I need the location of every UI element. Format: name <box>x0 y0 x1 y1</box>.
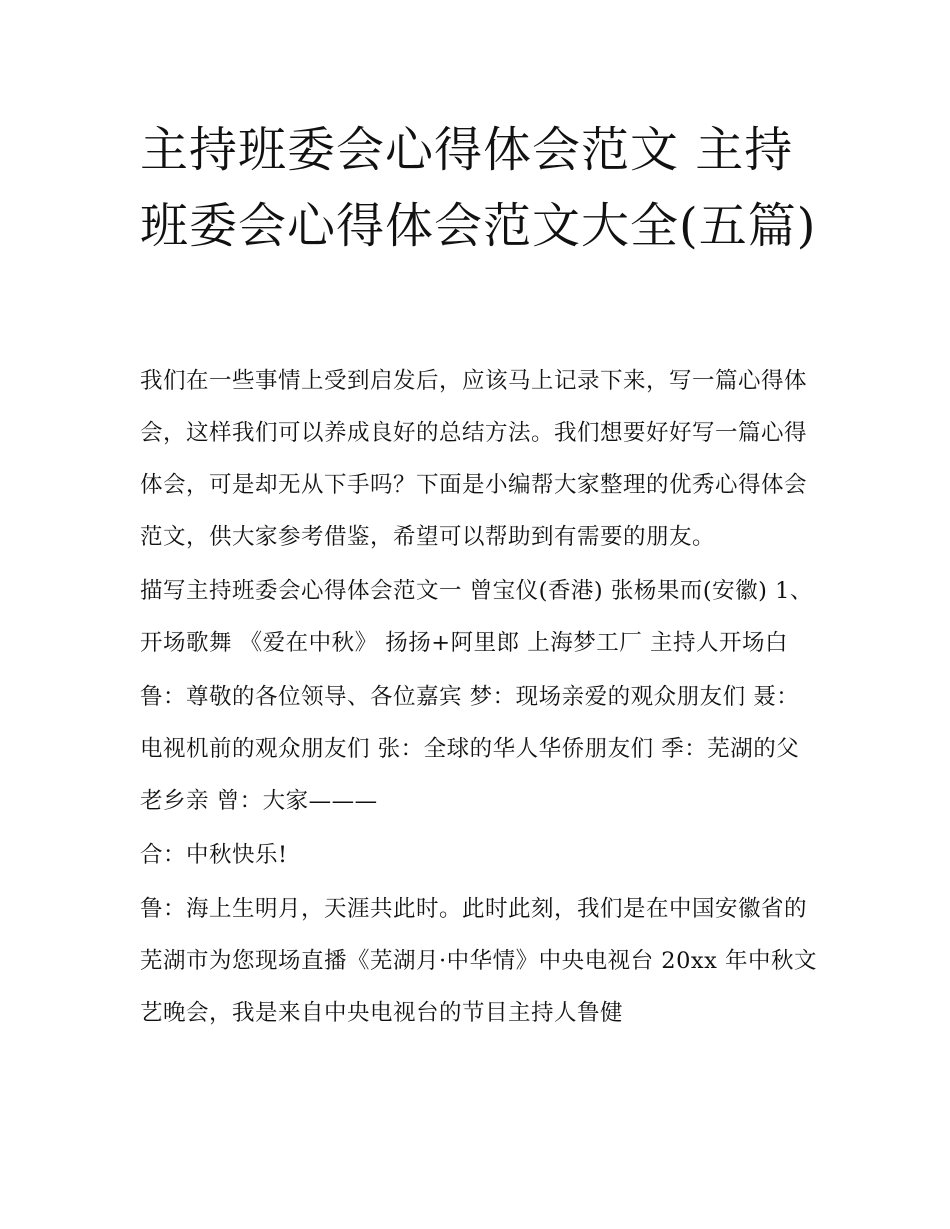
document-body <box>140 355 820 1041</box>
chorus-paragraph: 合：中秋快乐! <box>140 842 288 868</box>
greeting-paragraph: 鲁：尊敬的各位领导、各位嘉宾 梦：现场亲爱的观众朋友们 聂：电视机前的观众朋友们 张：全球的华人华侨朋友们 季：芜湖的父老乡亲 曾：大家——— <box>140 684 800 814</box>
document-title: 主持班委会心得体会范文 主持班委会心得体会范文大全(五篇) <box>140 122 817 254</box>
opening-speech-paragraph: 鲁：海上生明月，天涯共此时。此时此刻，我们是在中国安徽省的芜湖市为您现场直播《芜湖月·中华情》中央电视台 20xx 年中秋文艺晚会，我是来自中央电视台的节目主持人鲁健 <box>140 896 817 1026</box>
intro-paragraph: 我们在一些事情上受到启发后，应该马上记录下来，写一篇心得体会，这样我们可以养成良好的总结方法。我们想要好好写一篇心得体会，可是却无从下手吗？下面是小编帮大家整理的优秀心得体会范文，供大家参考借鉴，希望可以帮助到有需要的朋友。 <box>140 368 808 550</box>
program-paragraph: 描写主持班委会心得体会范文一 曾宝仪(香港) 张杨果而(安徽) 1、开场歌舞 《爱在中秋》 扬扬+阿里郎 上海梦工厂 主持人开场白 <box>140 578 813 656</box>
